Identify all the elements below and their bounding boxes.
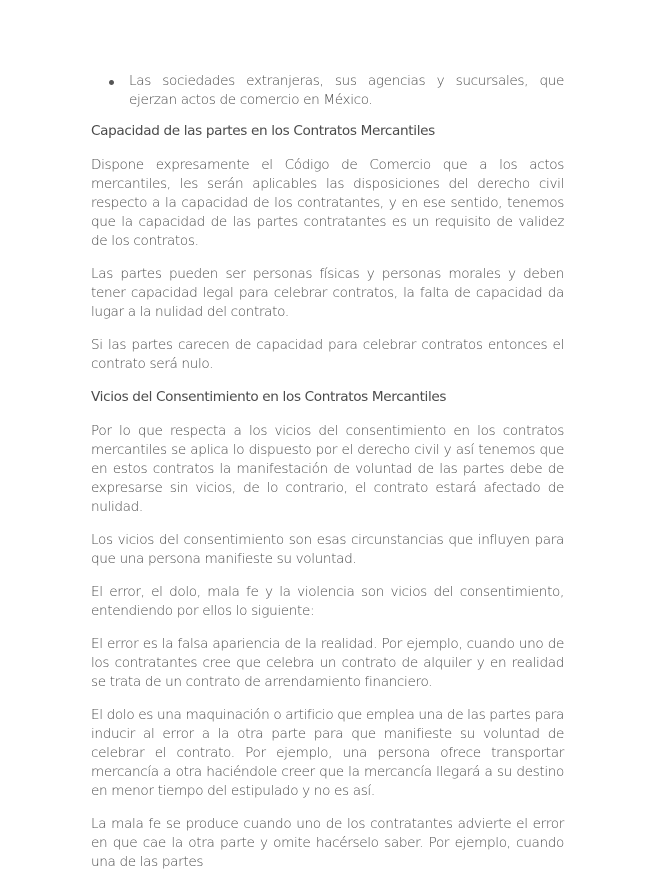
list-item [91,72,564,110]
document-page [91,72,564,886]
section-heading-vicios: Vicios del Consentimiento en los Contratos Mercantiles [91,389,447,405]
list-item-text: Las sociedades extranjeras, sus agencias y sucursales, que ejerzan actos de comercio en México. [129,73,564,108]
paragraph: El error es la falsa apariencia de la realidad. Por ejemplo, cuando uno de los contratantes cree que celebra un contrato de alquiler y en realidad se trata de un contrato de arrendamiento financiero. [91,636,564,690]
paragraph: Dispone expresamente el Código de Comercio que a los actos mercantiles, les serán aplicables las disposiciones del derecho civil respecto a la capacidad de los contratantes, y en ese sentido, tenemos que la capacidad de las partes contratantes es un requisito de validez de los contratos. [91,157,564,249]
paragraph: Por lo que respecta a los vicios del consentimiento en los contratos mercantiles se aplica lo dispuesto por el derecho civil y así tenemos que en estos contratos la manifestación de voluntad de las partes debe de expresarse sin vicios, de lo contrario, el contrato estará afectado de nulidad. [91,423,564,515]
paragraph: Las partes pueden ser personas físicas y personas morales y deben tener capacidad legal para celebrar contratos, la falta de capacidad da lugar a la nulidad del contrato. [91,266,564,320]
bullet-list [91,72,564,110]
paragraph: El dolo es una maquinación o artificio que emplea una de las partes para inducir al error a la otra parte para que manifieste su voluntad de celebrar el contrato. Por ejemplo, una persona ofrece transportar mercancía a otra haciéndole creer que la mercancía llegará a su destino en menor tiempo del estipulado y no es así. [91,707,564,799]
paragraph: Si las partes carecen de capacidad para celebrar contratos entonces el contrato será nulo. [91,337,564,372]
section-heading-capacidad: Capacidad de las partes en los Contratos Mercantiles [91,123,435,139]
paragraph: El error, el dolo, mala fe y la violencia son vicios del consentimiento, entendiendo por ellos lo siguiente: [91,584,564,619]
paragraph: Los vicios del consentimiento son esas circunstancias que influyen para que una persona manifieste su voluntad. [91,532,564,567]
paragraph: La mala fe se produce cuando uno de los contratantes advierte el error en que cae la otra parte y omite hacérselo saber. Por ejemplo, cuando una de las partes [91,816,564,870]
bullet-icon [109,80,114,85]
